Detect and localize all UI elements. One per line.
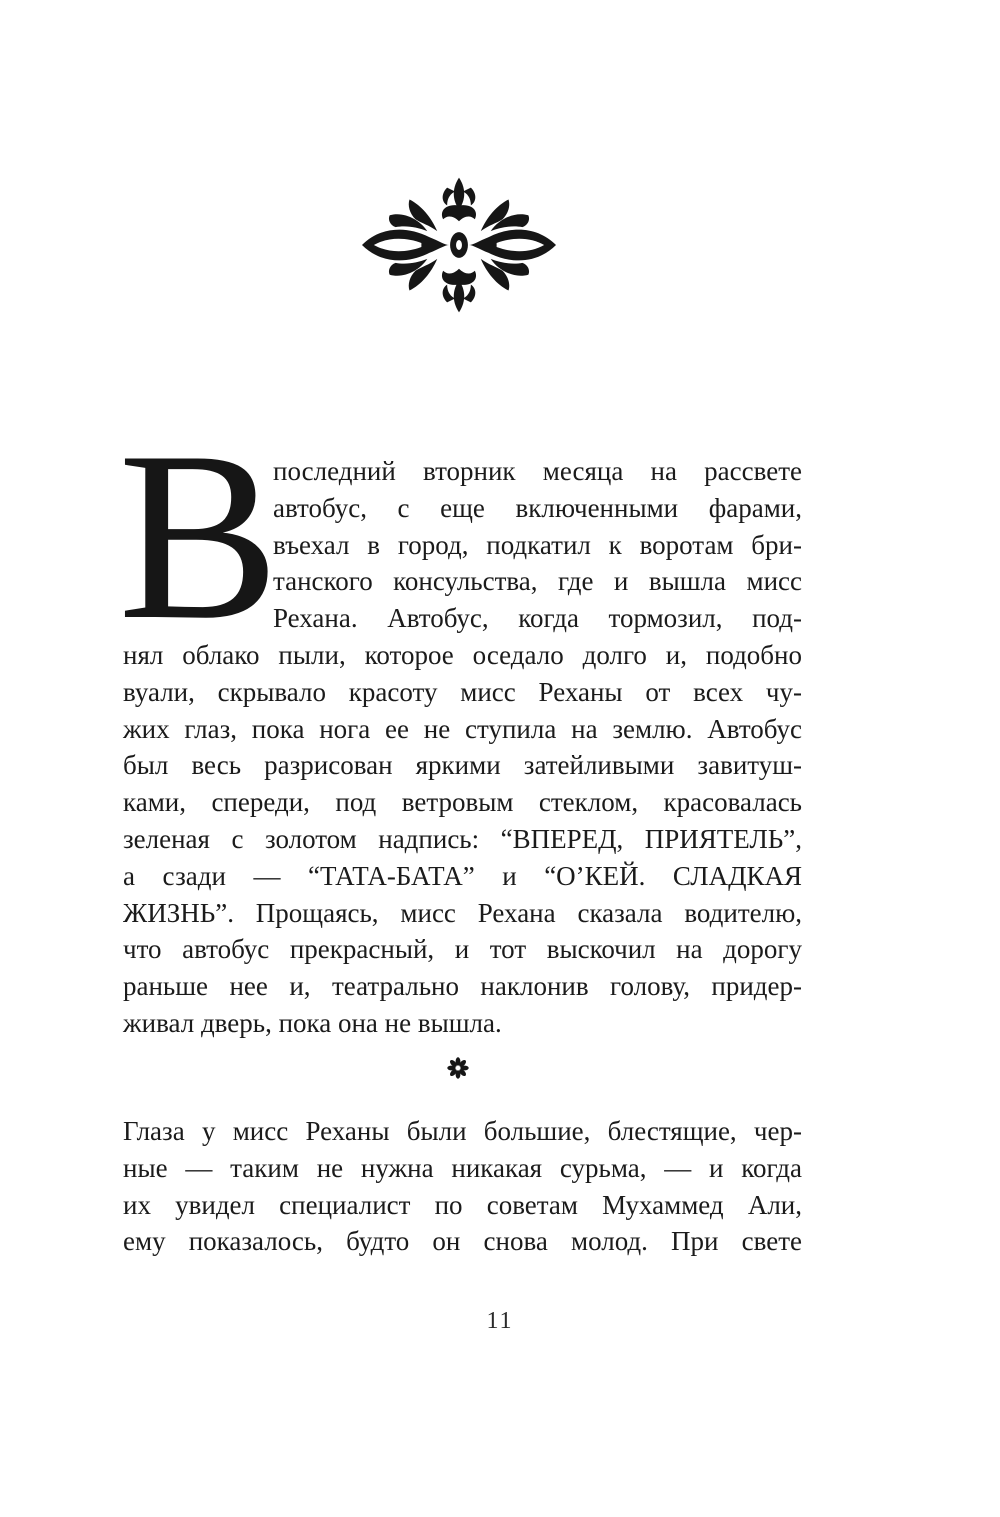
text-line: раньше нее и, театрально наклонив голову, придер- <box>123 971 802 1002</box>
drop-cap: В <box>118 402 280 670</box>
text-line: ные — таким не нужна никакая сурьма, — и когда <box>123 1152 802 1183</box>
text-line: а сзади — “ТАТА-БАТА” и “О’КЕЙ. СЛАДКАЯ <box>123 860 802 891</box>
text-line: живал дверь, пока она не вышла. <box>123 1007 502 1038</box>
paragraph-opening <box>123 453 802 1042</box>
text-line: ЖИЗНЬ”. Прощаясь, мисс Рехана сказала водителю, <box>123 897 802 928</box>
text-line: танского консульства, где и вышла мисс <box>273 566 802 597</box>
text-line: нял облако пыли, которое оседало долго и, подобно <box>123 639 802 670</box>
text-line: Глаза у мисс Реханы были большие, блестящие, чер- <box>123 1116 802 1146</box>
text-line: ками, спереди, под ветровым стеклом, красовалась <box>123 787 802 818</box>
text-line: зеленая с золотом надпись: “ВПЕРЕД, ПРИЯТЕЛЬ”, <box>123 823 802 854</box>
text-line: ему показалось, будто он снова молод. При свете <box>123 1226 802 1257</box>
text-line: вуали, скрывало красоту мисс Реханы от всех чу- <box>123 676 802 707</box>
floral-ornament-icon <box>360 175 558 315</box>
text-line: Рехана. Автобус, когда тормозил, под- <box>273 603 802 634</box>
text-line: автобус, с еще включенными фарами, <box>273 492 802 523</box>
page-number: 11 <box>486 1308 514 1334</box>
text-line: въехал в город, подкатил к воротам бри- <box>273 529 802 560</box>
text-line: последний вторник месяца на рассвете <box>273 456 802 486</box>
text-line: их увидел специалист по советам Мухаммед Али, <box>123 1189 802 1220</box>
asterisk-flower-icon <box>446 1056 470 1080</box>
text-line: что автобус прекрасный, и тот выскочил на дорогу <box>123 934 802 965</box>
text-line: был весь разрисован яркими затейливыми завитуш- <box>123 750 802 781</box>
paragraph-second <box>123 1113 802 1260</box>
text-line: жих глаз, пока нога ее не ступила на землю. Автобус <box>123 713 802 744</box>
